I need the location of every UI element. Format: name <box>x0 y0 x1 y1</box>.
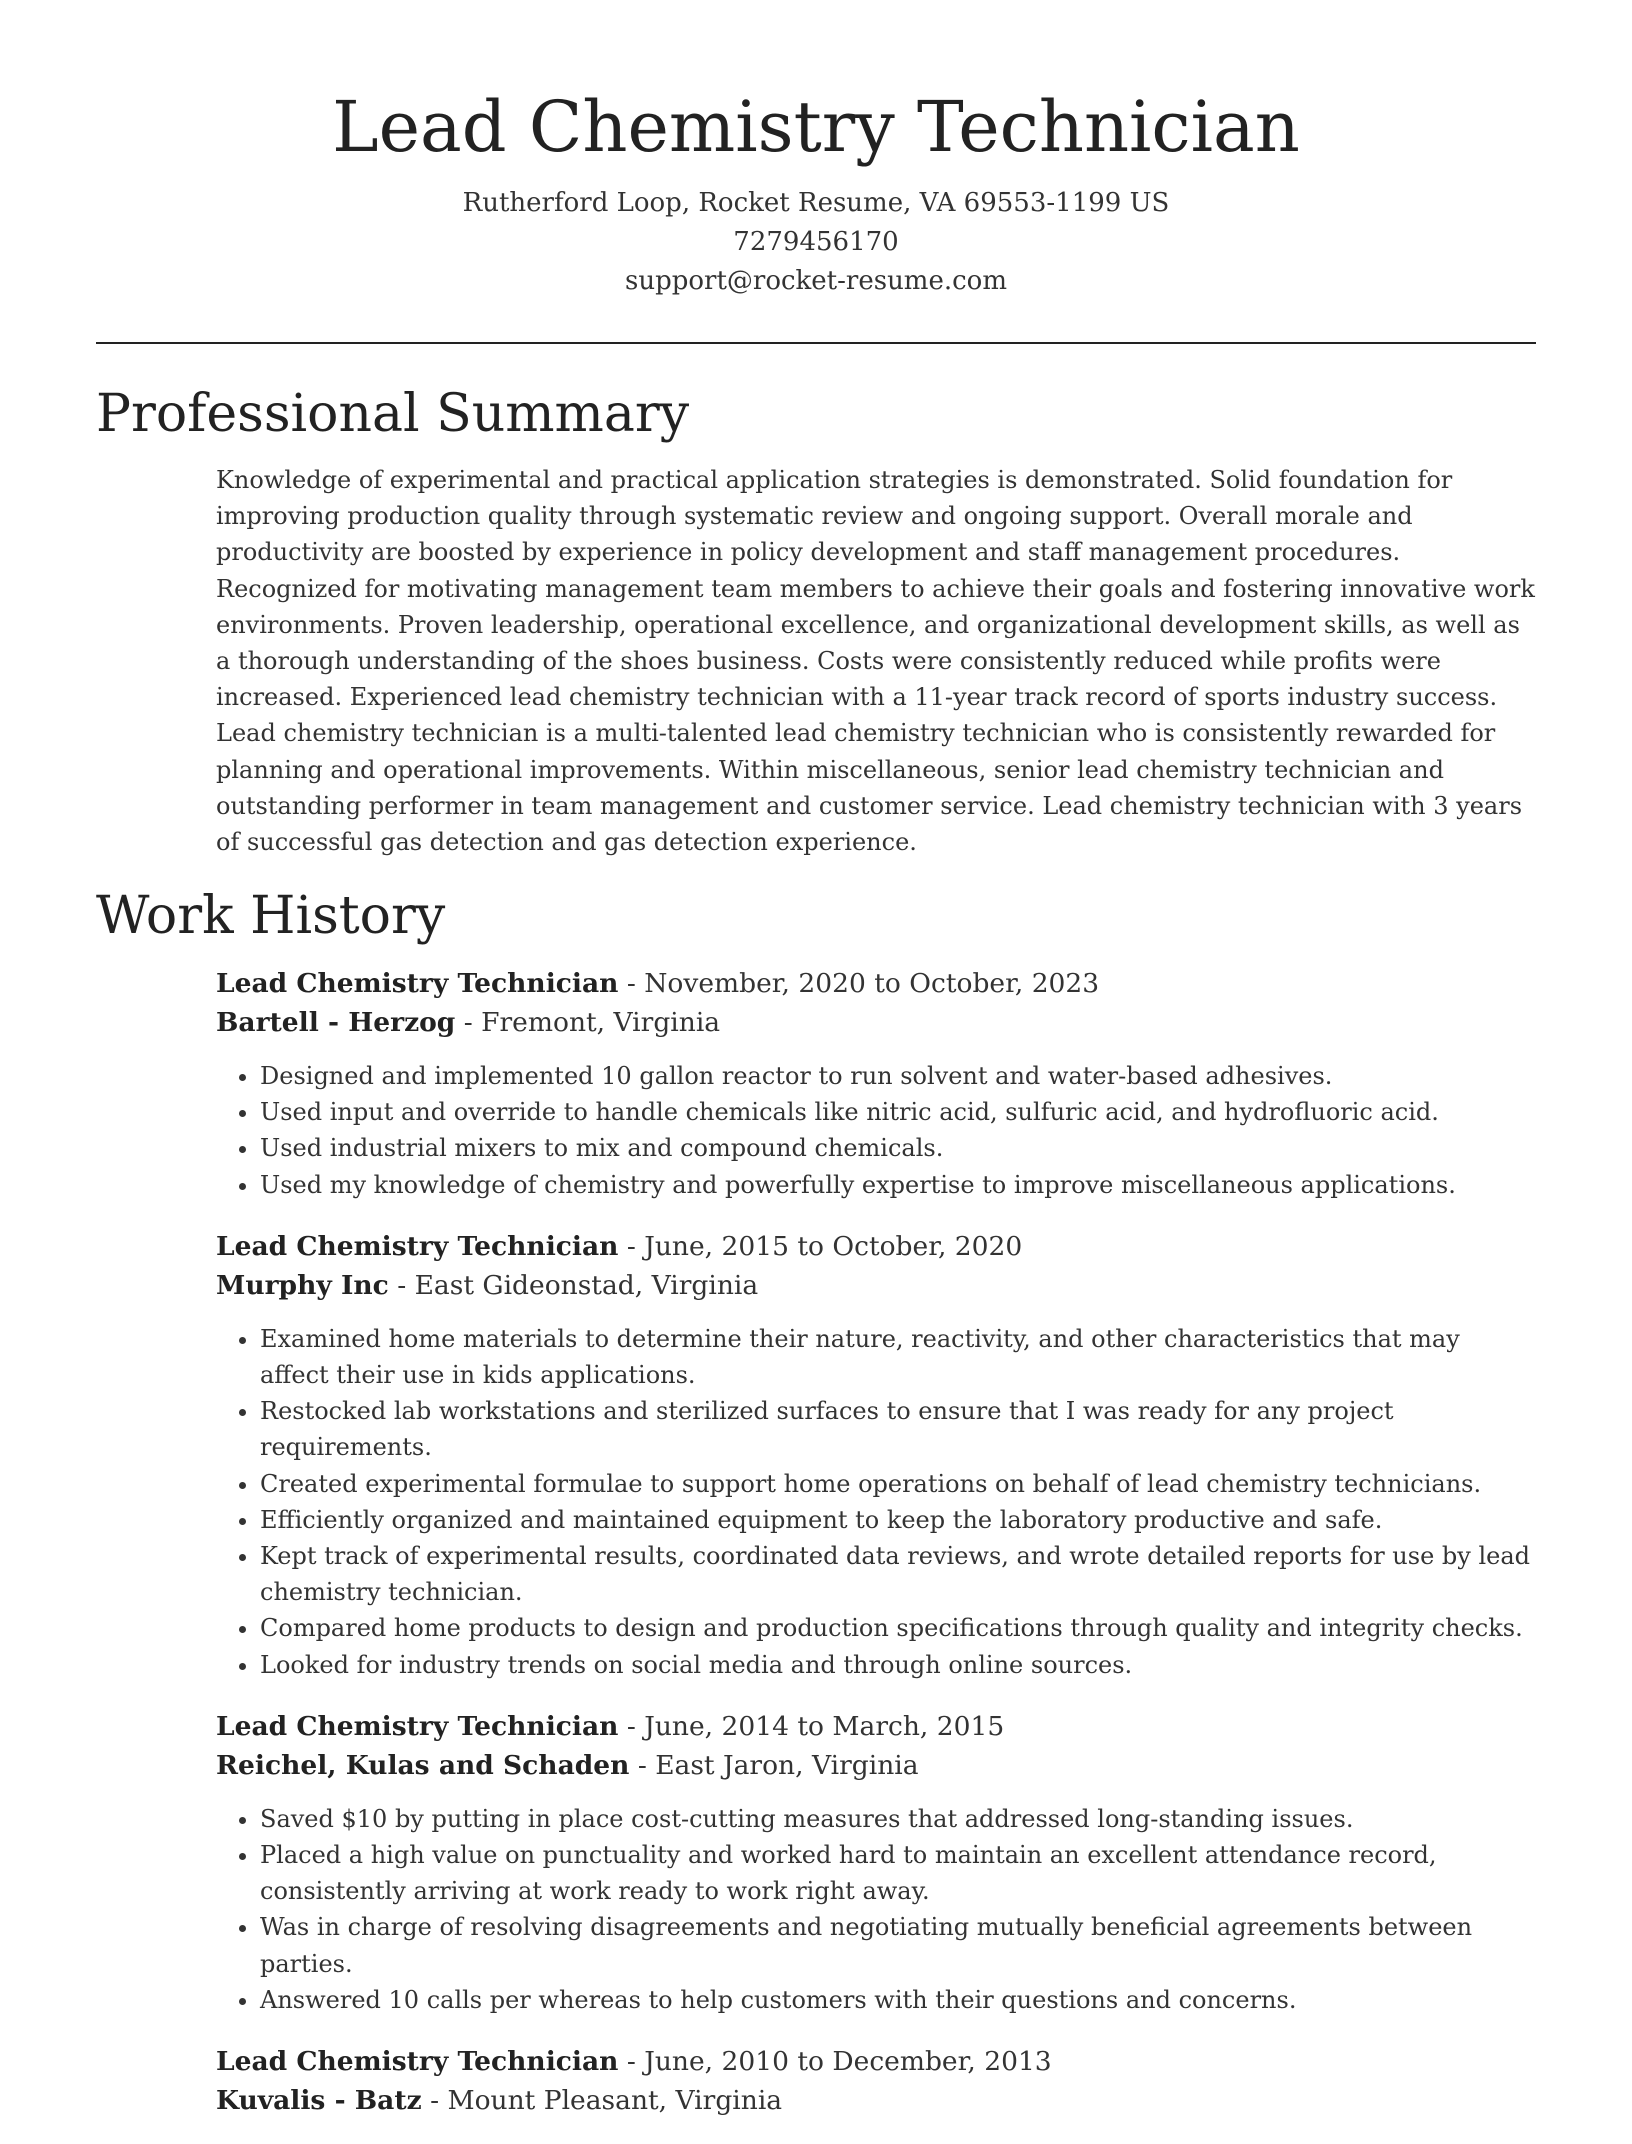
job-company: Kuvalis - Batz <box>216 2085 422 2117</box>
job-bullet: • Was in charge of resolving disagreements and negotiating mutually beneficial agreements between parties. <box>260 1909 1536 1981</box>
job-entry <box>216 964 1536 1203</box>
job-bullets <box>216 1058 1536 1203</box>
job-title: Lead Chemistry Technician <box>216 1710 619 1742</box>
job-bullet: • Kept track of experimental results, coordinated data reviews, and wrote detailed reports for use by lead chemistry technician. <box>260 1538 1536 1610</box>
job-company: Murphy Inc <box>216 1269 389 1301</box>
address-line: Rutherford Loop, Rocket Resume, VA 69553-1199 US <box>462 188 1170 218</box>
job-company-line <box>216 1746 1536 1785</box>
summary-text: Knowledge of experimental and practical application strategies is demonstrated. Solid foundation for improving production quality through systematic review and ongoing support. Overall morale and productivity are boosted by experience in policy development and staff management procedures. Recognized for motivating management team members to achieve their goals and fostering innovative work environments. Proven leadership, operational excellence, and organizational development skills, as well as a thorough understanding of the shoes business. Costs were consistently reduced while profits were increased. Experienced lead chemistry technician with a 11-year track record of sports industry success. Lead chemistry technician is a multi-talented lead chemistry technician who is consistently rewarded for planning and operational improvements. Within miscellaneous, senior lead chemistry technician and outstanding performer in team management and customer service. Lead chemistry technician with 3 years of successful gas detection and gas detection experience. <box>216 466 1535 857</box>
job-title-line <box>216 1707 1536 1746</box>
job-bullet: • Efficiently organized and maintained equipment to keep the laboratory productive and safe. <box>260 1502 1536 1538</box>
job-title-line <box>216 964 1536 1003</box>
job-bullet: • Answered 10 calls per whereas to help customers with their questions and concerns. <box>260 1982 1536 2018</box>
job-title-line <box>216 2042 1536 2081</box>
job-dates: - November, 2020 to October, 2023 <box>618 968 1100 999</box>
job-location: - East Jaron, Virginia <box>629 1749 919 1781</box>
job-bullet: • Compared home products to design and production specifications through quality and integrity checks. <box>260 1610 1536 1646</box>
resume-header <box>0 0 1632 301</box>
work-history-heading: Work History <box>96 886 446 946</box>
job-location: - Fremont, Virginia <box>455 1007 721 1038</box>
job-dates: - June, 2010 to December, 2013 <box>618 2046 1052 2078</box>
job-title: Lead Chemistry Technician <box>216 1230 619 1262</box>
work-history-list <box>216 964 1536 2144</box>
job-bullet: • Used industrial mixers to mix and compound chemicals. <box>260 1130 1536 1166</box>
job-bullet: • Placed a high value on punctuality and worked hard to maintain an excellent attendance record, consistently arriving at work ready to work right away. <box>260 1837 1536 1909</box>
job-bullets <box>216 1801 1536 2018</box>
job-bullets <box>216 1321 1536 1683</box>
job-bullet: • Restocked lab workstations and sterilized surfaces to ensure that I was ready for any project requirements. <box>260 1393 1536 1465</box>
job-entry <box>216 1227 1536 1683</box>
header-divider <box>96 342 1536 344</box>
job-title-line <box>216 1227 1536 1266</box>
job-bullet: • Used my knowledge of chemistry and powerfully expertise to improve miscellaneous applications. <box>260 1167 1536 1203</box>
email-line: support@rocket-resume.com <box>624 266 1007 296</box>
job-bullet: • Used input and override to handle chemicals like nitric acid, sulfuric acid, and hydrofluoric acid. <box>260 1094 1536 1130</box>
candidate-name: Lead Chemistry Technician <box>332 86 1300 168</box>
phone-line: 7279456170 <box>733 227 899 257</box>
job-bullet: • Created experimental formulae to support home operations on behalf of lead chemistry technicians. <box>260 1466 1536 1502</box>
job-company-line <box>216 1003 1536 1042</box>
job-title: Lead Chemistry Technician <box>216 968 619 999</box>
job-title: Lead Chemistry Technician <box>216 2046 619 2078</box>
job-location: - Mount Pleasant, Virginia <box>421 2085 783 2117</box>
job-company-line <box>216 1266 1536 1305</box>
job-company: Reichel, Kulas and Schaden <box>216 1749 630 1781</box>
job-dates: - June, 2014 to March, 2015 <box>618 1710 1005 1742</box>
job-company-line <box>216 2081 1536 2120</box>
job-bullet: • Saved $10 by putting in place cost-cutting measures that addressed long-standing issues. <box>260 1801 1536 1837</box>
job-dates: - June, 2015 to October, 2020 <box>618 1230 1023 1262</box>
job-location: - East Gideonstad, Virginia <box>388 1269 759 1301</box>
job-entry <box>216 1707 1536 2018</box>
job-company: Bartell - Herzog <box>216 1007 456 1038</box>
job-bullet: • Looked for industry trends on social media and through online sources. <box>260 1647 1536 1683</box>
contact-info <box>0 184 1632 301</box>
summary-heading: Professional Summary <box>96 384 690 444</box>
job-bullet: • Examined home materials to determine their nature, reactivity, and other characteristics that may affect their use in kids applications. <box>260 1321 1536 1393</box>
job-bullet: • Designed and implemented 10 gallon reactor to run solvent and water-based adhesives. <box>260 1058 1536 1094</box>
job-entry <box>216 2042 1536 2120</box>
